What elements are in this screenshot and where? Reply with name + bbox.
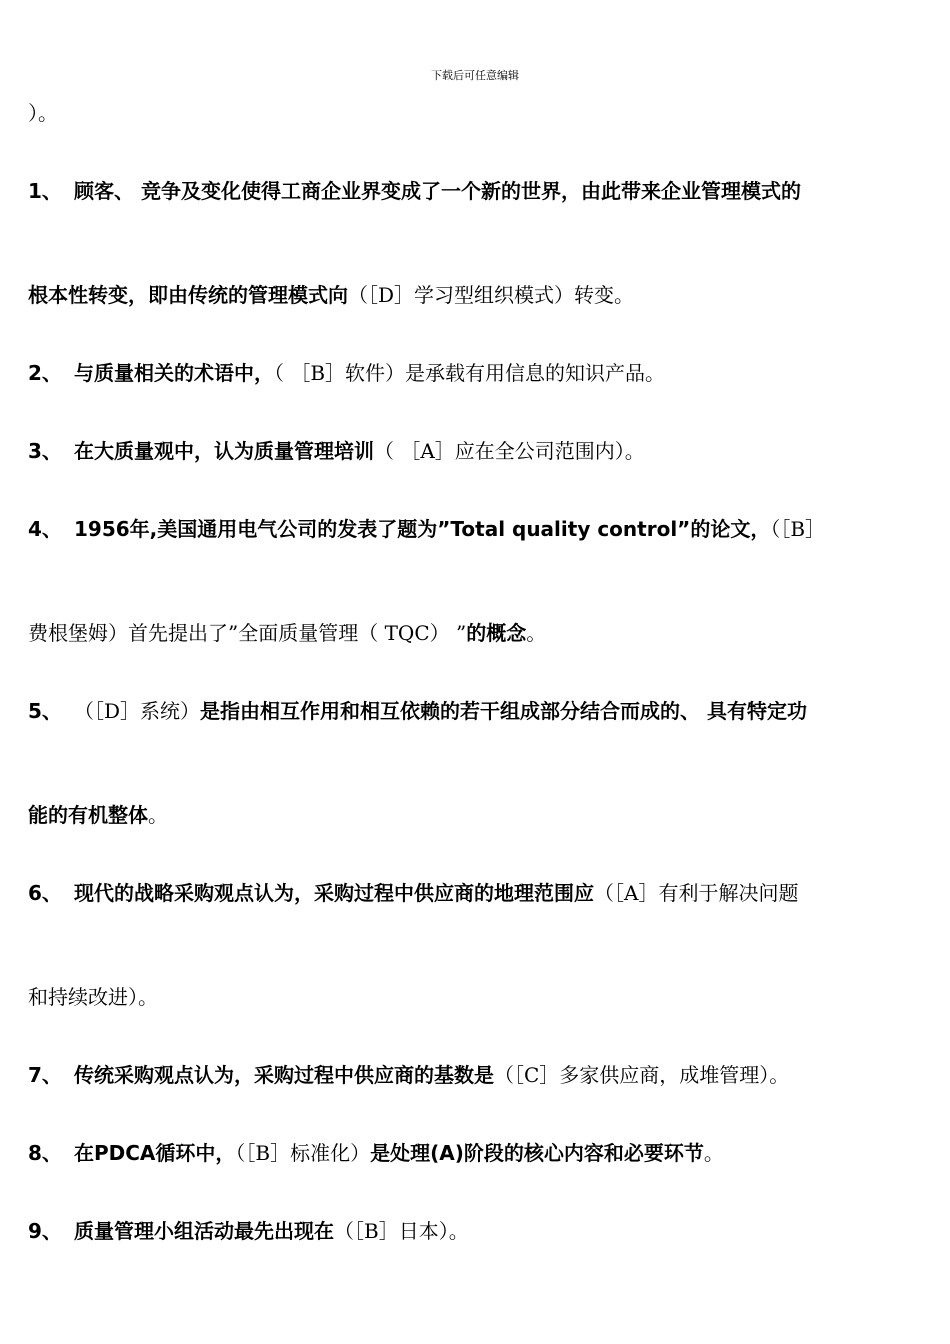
- question-text: 与质量相关的术语中，: [74, 361, 274, 385]
- answer-text: 和持续改进）。: [28, 985, 158, 1009]
- answer-text: （［D］学习型组织模式）转变。: [348, 283, 635, 307]
- answer-text: （ ［A］应在全公司范围内）。: [374, 439, 645, 463]
- question-number: 6、: [28, 881, 62, 905]
- text-line: [28, 984, 158, 1010]
- question-number: 5、: [28, 699, 62, 723]
- answer-text: （［C］多家供应商，成堆管理）。: [494, 1063, 790, 1087]
- question-text: 根本性转变，即由传统的管理模式向: [28, 283, 348, 307]
- text-line: [28, 620, 546, 646]
- answer-text: （ ［B］软件）是承载有用信息的知识产品。: [274, 361, 666, 385]
- question-number: 4、: [28, 517, 62, 541]
- question-line: [28, 360, 665, 386]
- answer-text: （［B］: [770, 517, 826, 541]
- question-line: [28, 1062, 789, 1088]
- question-text: 传统采购观点认为，采购过程中供应商的基数是: [74, 1063, 494, 1087]
- question-number: 3、: [28, 439, 62, 463]
- question-text: 是处理(A)阶段的核心内容和必要环节: [370, 1141, 704, 1165]
- question-number: 7、: [28, 1063, 62, 1087]
- question-text: 顾客、 竞争及变化使得工商企业界变成了一个新的世界，由此带来企业管理模式的: [74, 179, 801, 203]
- page-header: 下载后可任意编辑: [431, 69, 519, 82]
- question-number: 8、: [28, 1141, 62, 1165]
- question-text: 质量管理小组活动最先出现在: [74, 1219, 334, 1243]
- question-line: [28, 1218, 469, 1244]
- question-line: [28, 178, 801, 204]
- question-line: [28, 698, 807, 724]
- answer-text: ）。: [28, 101, 58, 125]
- question-line: [28, 1140, 724, 1166]
- question-text: 在大质量观中，认为质量管理培训: [74, 439, 374, 463]
- question-text: 的概念: [466, 621, 527, 645]
- question-line: [28, 438, 645, 464]
- question-number: 1、: [28, 179, 62, 203]
- question-text: 1956年,美国通用电气公司的发表了题为”Total quality control”的论文，: [74, 517, 771, 541]
- question-number: 9、: [28, 1219, 62, 1243]
- question-text: 现代的战略采购观点认为，采购过程中供应商的地理范围应: [74, 881, 594, 905]
- question-line: [28, 880, 798, 906]
- answer-text: 。: [148, 803, 168, 827]
- answer-text: 。: [703, 1141, 724, 1165]
- text-line: [28, 802, 168, 828]
- answer-text: （［D］系统）: [74, 699, 201, 723]
- answer-text: 。: [526, 621, 547, 645]
- text-line: [28, 282, 634, 308]
- question-number: 2、: [28, 361, 62, 385]
- answer-text: 费根堡姆）首先提出了”全面质量管理（ TQC） ”: [28, 621, 467, 645]
- answer-text: （［A］有利于解决问题: [594, 881, 799, 905]
- answer-text: （［B］标准化）: [235, 1141, 371, 1165]
- answer-text: （［B］日本）。: [334, 1219, 469, 1243]
- question-text: 能的有机整体: [28, 803, 148, 827]
- text-line: [28, 100, 58, 126]
- question-text: 在PDCA循环中，: [74, 1141, 236, 1165]
- question-text: 是指由相互作用和相互依赖的若干组成部分结合而成的、 具有特定功: [200, 699, 808, 723]
- question-line: [28, 516, 825, 542]
